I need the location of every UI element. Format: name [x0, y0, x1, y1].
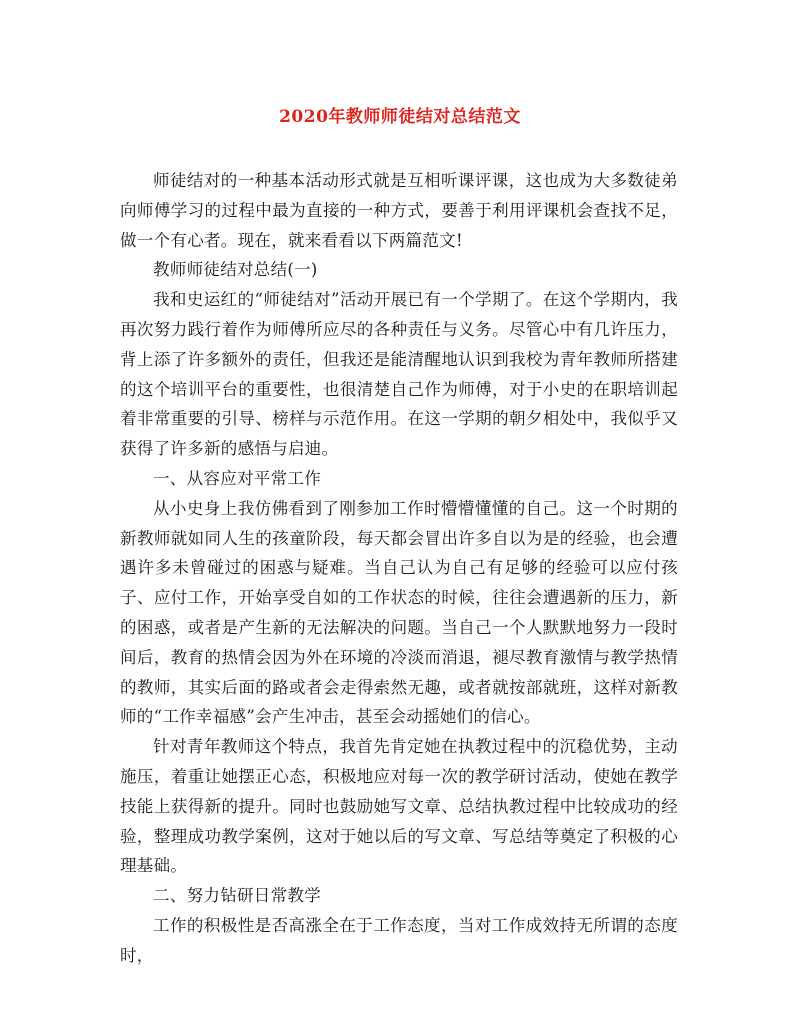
- document-title: 2020年教师师徒结对总结范文: [279, 107, 521, 127]
- paragraph-guidance: 针对青年教师这个特点，我首先肯定她在执教过程中的沉稳优势，主动施压，着重让她摆正心态，积极地应对每一次的教学研讨活动，使她在教学技能上获得新的提升。同时也鼓励她写文章、总结执教过程中比较成功的经验，整理成功教学案例，这对于她以后的写文章、写总结等奠定了积极的心理基础。: [120, 737, 678, 876]
- intro-paragraph: 师徒结对的一种基本活动形式就是互相听课评课，这也成为大多数徒弟向师傅学习的过程中最为直接的一种方式，要善于利用评课机会查找不足，做一个有心者。现在，就来看看以下两篇范文!: [120, 171, 678, 250]
- section-heading-teaching-research: 二、努力钻研日常教学: [153, 886, 321, 906]
- section-heading-daily-work: 一、从容应对平常工作: [153, 468, 321, 488]
- section-heading-summary-one: 教师师徒结对总结(一): [153, 260, 318, 280]
- paragraph-overview: 我和史运红的“师徒结对”活动开展已有一个学期了。在这个学期内，我再次努力践行着作为师傅所应尽的各种责任与义务。尽管心中有几许压力，背上添了许多额外的责任，但我还是能清醒地认识到我校为青年教师所搭建的这个培训平台的重要性，也很清楚自己作为师傅，对于小史的在职培训起着非常重要的引导、榜样与示范作用。在这一学期的朝夕相处中，我似乎又获得了许多新的感悟与启迪。: [120, 290, 678, 459]
- paragraph-attitude: 工作的积极性是否高涨全在于工作态度，当对工作成效持无所谓的态度时，: [120, 915, 678, 965]
- paragraph-new-teacher: 从小史身上我仿佛看到了刚参加工作时懵懵懂懂的自己。这一个时期的新教师就如同人生的孩童阶段，每天都会冒出许多自以为是的经验，也会遭遇许多未曾碰过的困惑与疑难。当自己认为自己有足够的经验可以应付孩子、应付工作，开始享受自如的工作状态的时候，往往会遭遇新的压力，新的困惑，或者是产生新的无法解决的问题。当自己一个人默默地努力一段时间后，教育的热情会因为外在环境的冷淡而消退，褪尽教育激情与教学热情的教师，其实后面的路或者会走得索然无趣，或者就按部就班，这样对新教师的“工作幸福感”会产生冲击，甚至会动摇她们的信心。: [120, 498, 678, 727]
- document-body: [120, 166, 678, 971]
